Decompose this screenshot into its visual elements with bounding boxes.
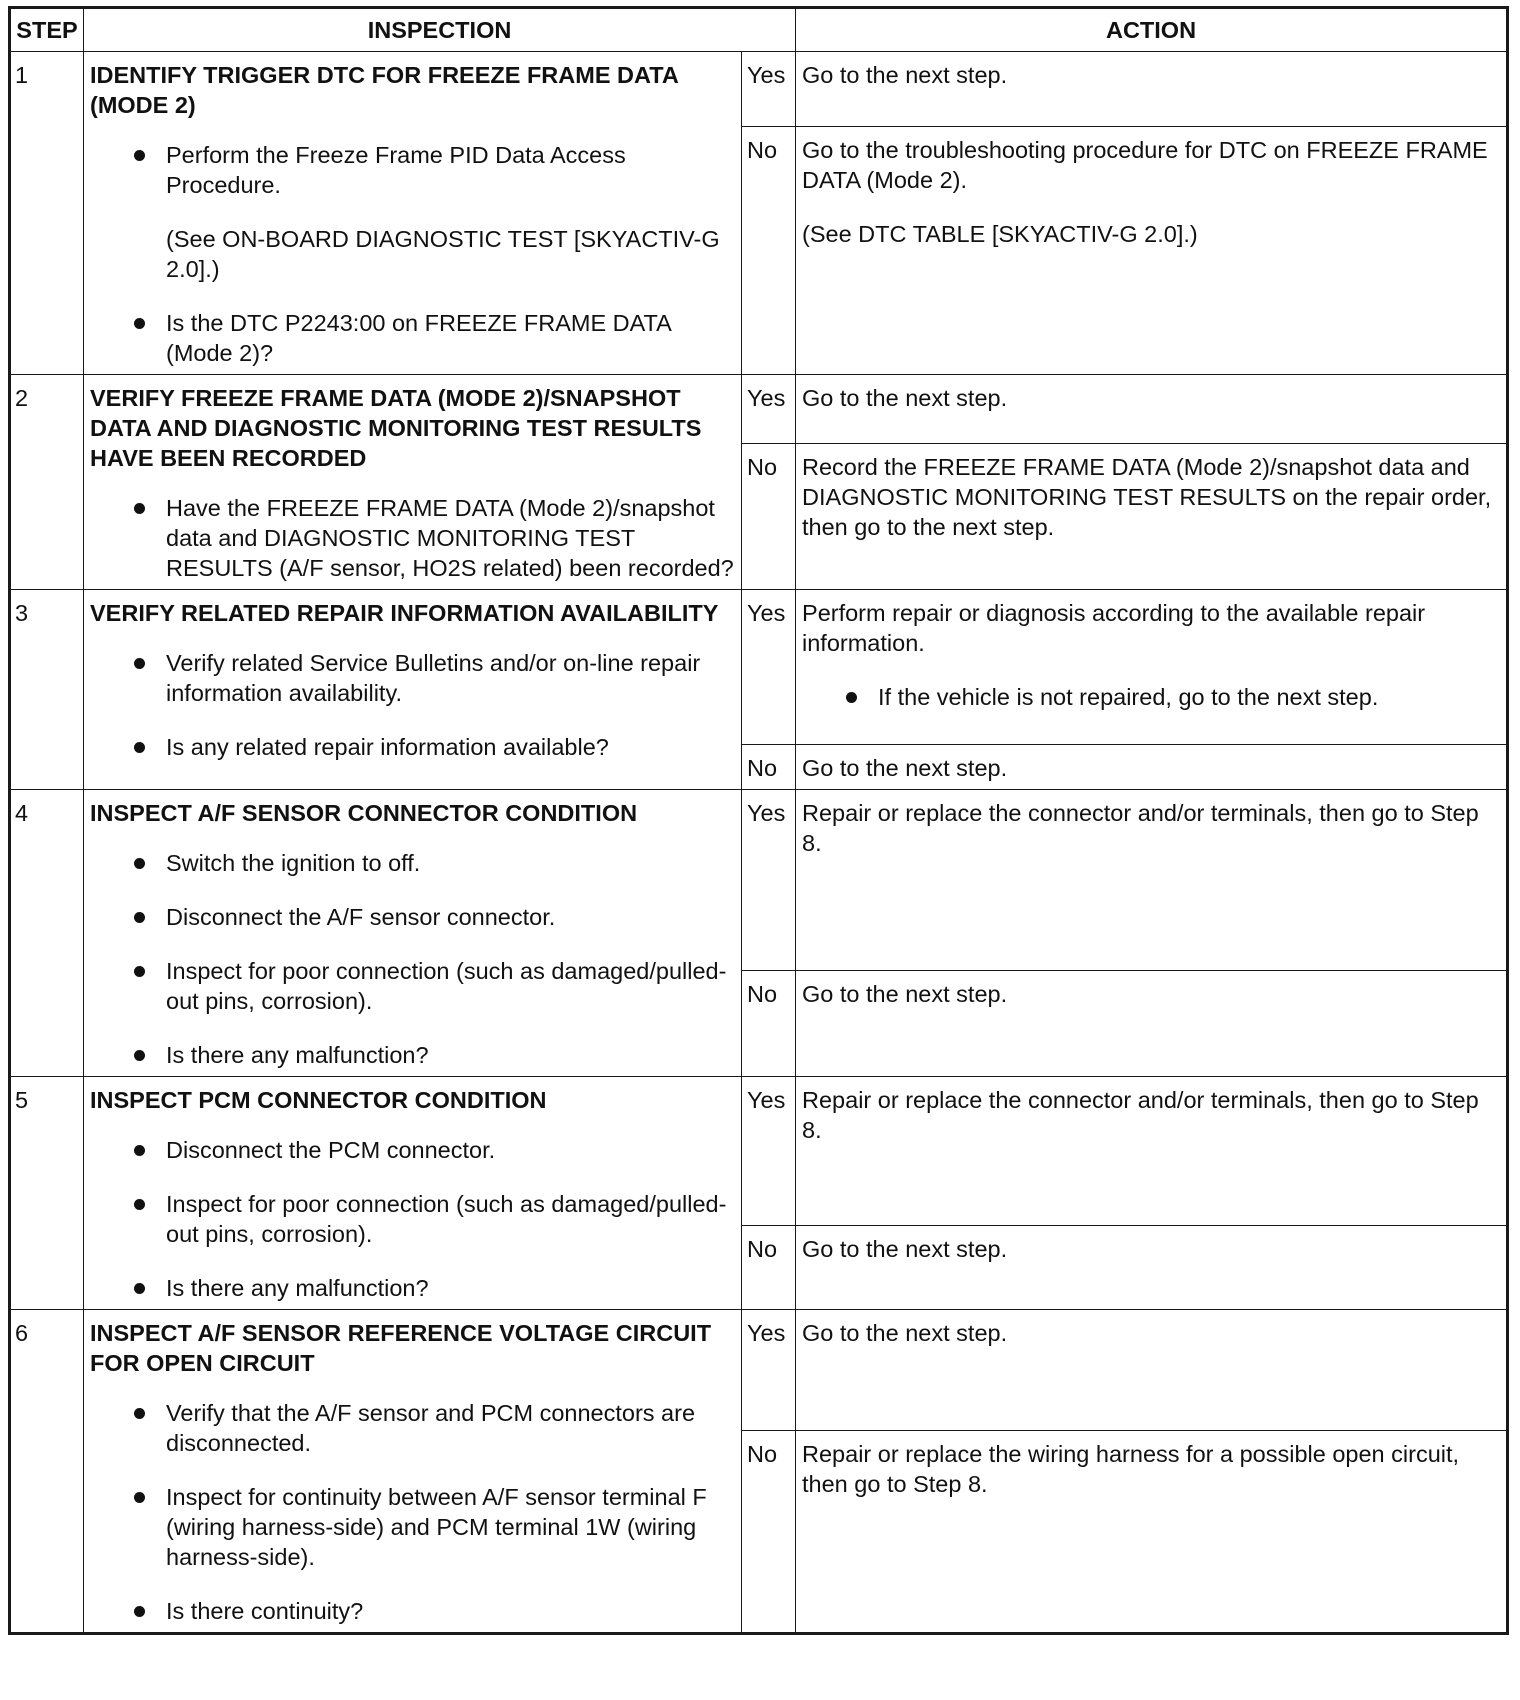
step-6-yes-row	[10, 1310, 1508, 1431]
yes-action: Perform repair or diagnosis according to the available repair information. If the vehicle is not repaired, go to the next step.	[796, 590, 1508, 745]
step-title: INSPECT PCM CONNECTOR CONDITION	[90, 1087, 547, 1113]
step-3-yes-row	[10, 590, 1508, 745]
step-number: 5	[10, 1077, 84, 1310]
inspection-bullet: Switch the ignition to off.	[134, 848, 735, 878]
bullet-icon	[134, 742, 145, 753]
step-inspection	[84, 590, 742, 790]
yes-label: Yes	[742, 375, 796, 444]
step-title: VERIFY RELATED REPAIR INFORMATION AVAILABILITY	[90, 600, 719, 626]
header-inspection: INSPECTION	[84, 8, 796, 52]
inspection-bullet: Is there any malfunction?	[134, 1273, 735, 1303]
bullet-icon	[846, 692, 857, 703]
reference-note: (See ON-BOARD DIAGNOSTIC TEST [SKYACTIV-G 2.0].)	[166, 226, 720, 282]
step-inspection	[84, 1310, 742, 1634]
inspection-bullet: Is the DTC P2243:00 on FREEZE FRAME DATA (Mode 2)?	[134, 308, 735, 368]
yes-label: Yes	[742, 790, 796, 971]
header-step: STEP	[10, 8, 84, 52]
bullet-icon	[134, 1408, 145, 1419]
bullet-icon	[134, 858, 145, 869]
inspection-bullet: Have the FREEZE FRAME DATA (Mode 2)/snapshot data and DIAGNOSTIC MONITORING TEST RESULTS (A/F sensor, HO2S related) been recorded?	[134, 493, 735, 583]
bullet-icon	[134, 150, 145, 161]
step-4-yes-row	[10, 790, 1508, 971]
yes-action: Repair or replace the connector and/or terminals, then go to Step 8.	[796, 790, 1508, 971]
no-action: Record the FREEZE FRAME DATA (Mode 2)/snapshot data and DIAGNOSTIC MONITORING TEST RESULTS on the repair order, then go to the next step.	[796, 444, 1508, 590]
no-label: No	[742, 1226, 796, 1310]
inspection-bullet: Disconnect the A/F sensor connector.	[134, 902, 735, 932]
bullet-icon	[134, 1283, 145, 1294]
no-action: Go to the troubleshooting procedure for DTC on FREEZE FRAME DATA (Mode 2). (See DTC TABLE [SKYACTIV-G 2.0].)	[796, 127, 1508, 375]
yes-action: Repair or replace the connector and/or terminals, then go to Step 8.	[796, 1077, 1508, 1226]
bullet-icon	[134, 1606, 145, 1617]
diagnostic-procedure-table	[8, 6, 1509, 1635]
inspection-bullet: Verify related Service Bulletins and/or on-line repair information availability.	[134, 648, 735, 708]
bullet-icon	[134, 966, 145, 977]
step-number: 3	[10, 590, 84, 790]
reference-note: (See DTC TABLE [SKYACTIV-G 2.0].)	[802, 221, 1198, 247]
bullet-icon	[134, 658, 145, 669]
no-label: No	[742, 745, 796, 790]
step-title: INSPECT A/F SENSOR CONNECTOR CONDITION	[90, 800, 638, 826]
yes-action: Go to the next step.	[796, 375, 1508, 444]
step-1-yes-row	[10, 52, 1508, 127]
inspection-bullet: Inspect for poor connection (such as damaged/pulled-out pins, corrosion).	[134, 1189, 735, 1249]
no-action: Go to the next step.	[796, 1226, 1508, 1310]
step-title: IDENTIFY TRIGGER DTC FOR FREEZE FRAME DATA (MODE 2)	[90, 62, 678, 118]
bullet-icon	[134, 503, 145, 514]
inspection-bullet: Inspect for poor connection (such as damaged/pulled-out pins, corrosion).	[134, 956, 735, 1016]
inspection-bullet: Is any related repair information available?	[134, 732, 735, 762]
bullet-icon	[134, 1050, 145, 1061]
yes-action: Go to the next step.	[796, 1310, 1508, 1431]
bullet-icon	[134, 1145, 145, 1156]
step-number: 2	[10, 375, 84, 590]
inspection-bullet: Is there any malfunction?	[134, 1040, 735, 1070]
yes-label: Yes	[742, 590, 796, 745]
step-inspection	[84, 1077, 742, 1310]
no-action: Go to the next step.	[796, 745, 1508, 790]
bullet-icon	[134, 1199, 145, 1210]
action-bullet: If the vehicle is not repaired, go to the next step.	[846, 682, 1500, 712]
no-label: No	[742, 1431, 796, 1634]
step-5-yes-row	[10, 1077, 1508, 1226]
bullet-icon	[134, 1492, 145, 1503]
yes-label: Yes	[742, 1310, 796, 1431]
step-title: VERIFY FREEZE FRAME DATA (MODE 2)/SNAPSHOT DATA AND DIAGNOSTIC MONITORING TEST RESULTS HAVE BEEN RECORDED	[90, 385, 702, 471]
no-action: Repair or replace the wiring harness for a possible open circuit, then go to Step 8.	[796, 1431, 1508, 1634]
step-inspection	[84, 52, 742, 375]
inspection-bullet: Disconnect the PCM connector.	[134, 1135, 735, 1165]
inspection-bullet: Verify that the A/F sensor and PCM connectors are disconnected.	[134, 1398, 735, 1458]
step-title: INSPECT A/F SENSOR REFERENCE VOLTAGE CIRCUIT FOR OPEN CIRCUIT	[90, 1320, 712, 1376]
bullet-icon	[134, 912, 145, 923]
step-inspection	[84, 375, 742, 590]
step-number: 4	[10, 790, 84, 1077]
step-2-yes-row	[10, 375, 1508, 444]
yes-label: Yes	[742, 1077, 796, 1226]
no-label: No	[742, 444, 796, 590]
no-action: Go to the next step.	[796, 971, 1508, 1077]
no-label: No	[742, 127, 796, 375]
inspection-bullet: Inspect for continuity between A/F sensor terminal F (wiring harness-side) and PCM terminal 1W (wiring harness-side).	[134, 1482, 735, 1572]
step-number: 6	[10, 1310, 84, 1634]
inspection-bullet: Perform the Freeze Frame PID Data Access Procedure. (See ON-BOARD DIAGNOSTIC TEST [SKYACTIV-G 2.0].)	[134, 140, 735, 284]
yes-label: Yes	[742, 52, 796, 127]
yes-action: Go to the next step.	[796, 52, 1508, 127]
inspection-bullet: Is there continuity?	[134, 1596, 735, 1626]
step-inspection	[84, 790, 742, 1077]
header-action: ACTION	[796, 8, 1508, 52]
step-number: 1	[10, 52, 84, 375]
table-header-row	[10, 8, 1508, 52]
bullet-icon	[134, 318, 145, 329]
no-label: No	[742, 971, 796, 1077]
